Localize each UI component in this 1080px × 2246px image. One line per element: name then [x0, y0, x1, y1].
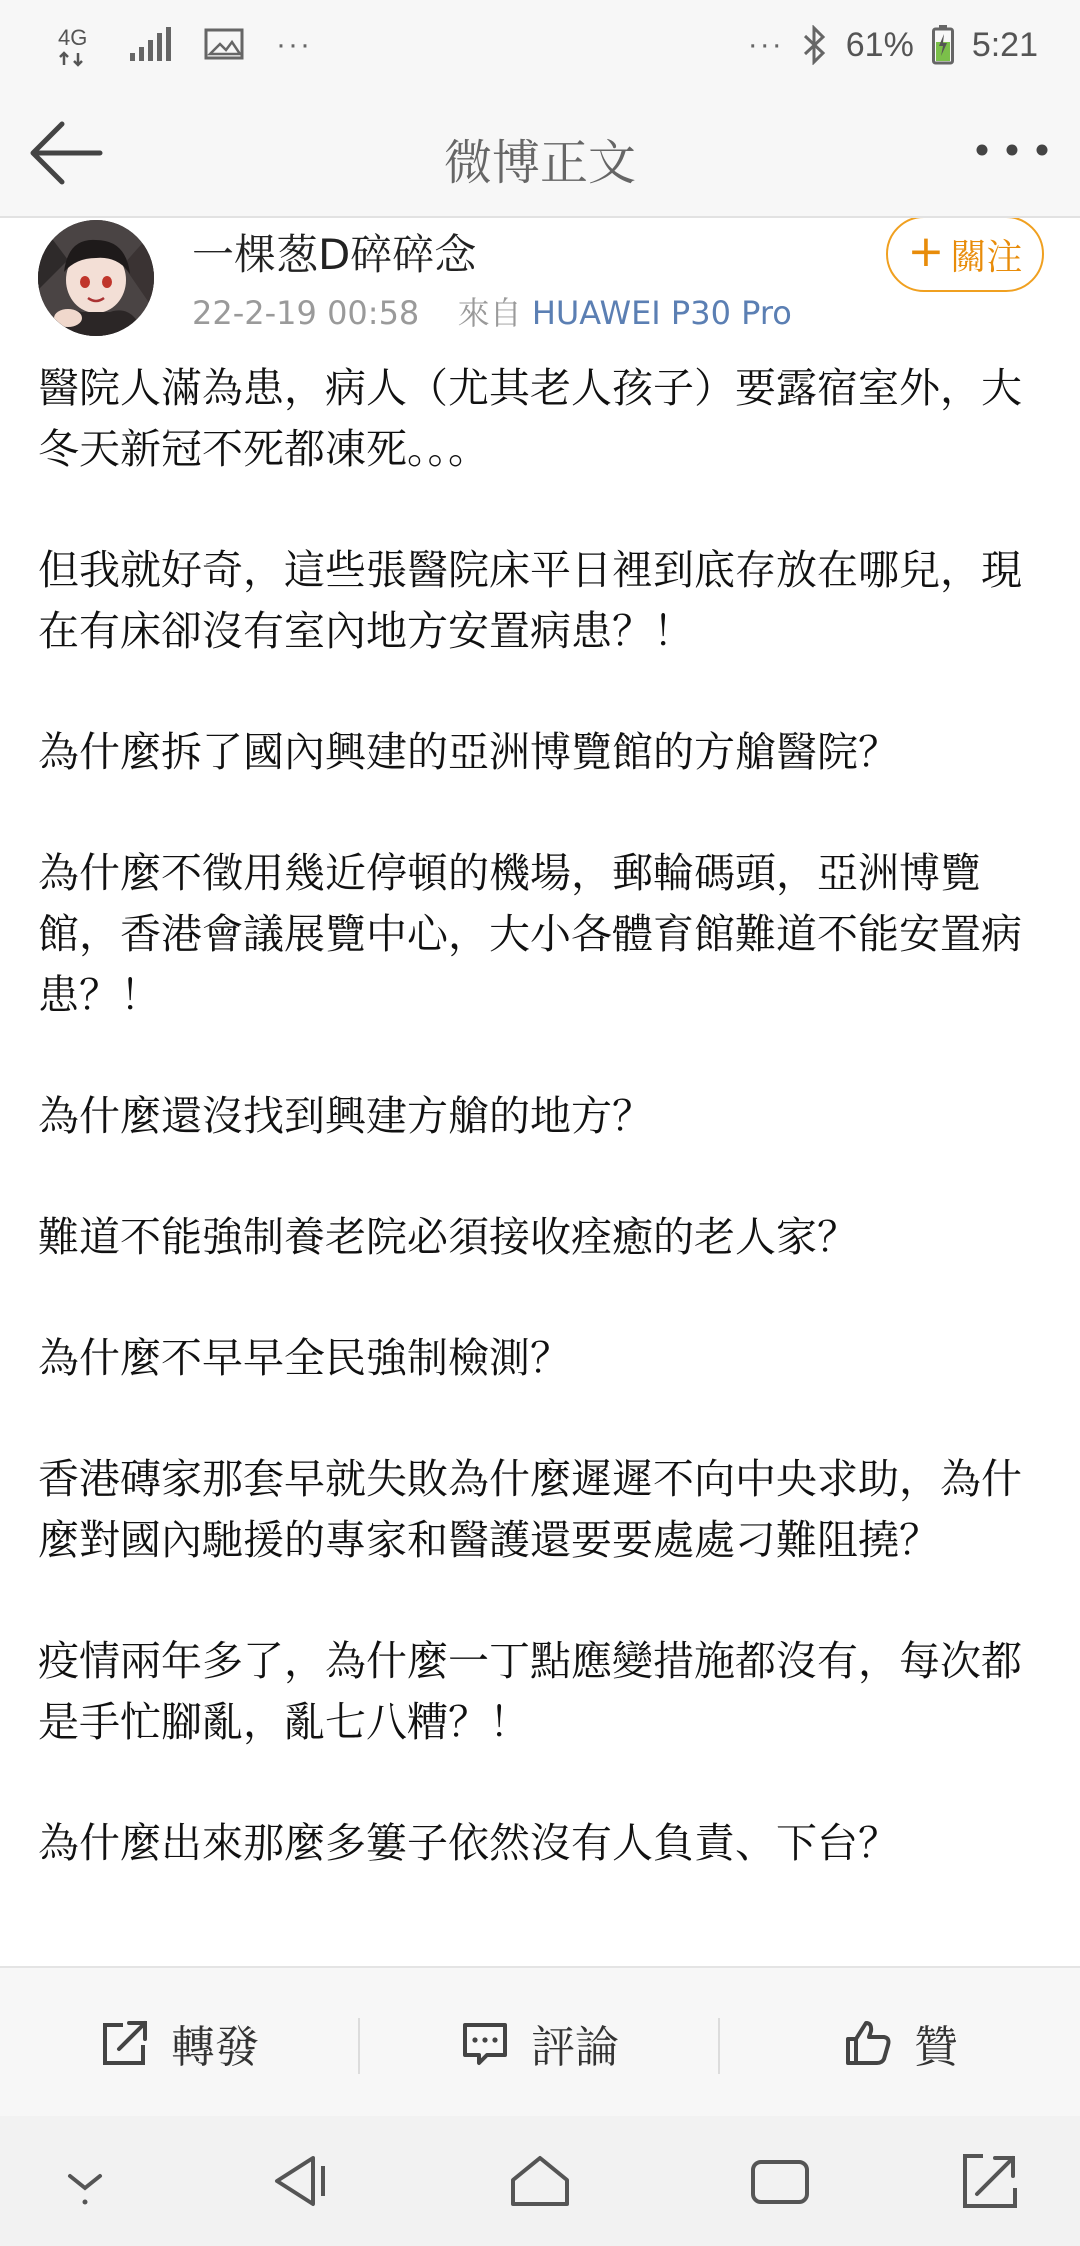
plus-icon: +: [907, 226, 945, 277]
post-paragraph: 但我就好奇，這些張醫院床平日裡到底存放在哪兒，現在有床卻沒有室內地方安置病患？！: [38, 546, 1022, 655]
post-paragraph: 為什麼不徵用幾近停頓的機場，郵輪碼頭，亞洲博覽館，香港會議展覽中心，大小各體育館難道不能安置病患？！: [38, 849, 1022, 1019]
post-paragraph: 為什麼還沒找到興建方艙的地方？: [38, 1092, 653, 1140]
hide-keyboard-chevron-icon[interactable]: [50, 2146, 120, 2216]
image-notification-icon: [204, 28, 244, 62]
repost-button[interactable]: [0, 1968, 358, 2118]
svg-text:4G: 4G: [58, 25, 88, 50]
avatar-illustration-icon: [38, 220, 154, 336]
more-options-icon[interactable]: [974, 130, 1050, 170]
comment-icon: [459, 2017, 511, 2069]
like-button[interactable]: [720, 1968, 1080, 2118]
clock: 5:21: [971, 25, 1038, 64]
battery-charging-icon: [932, 25, 954, 65]
follow-button[interactable]: [886, 218, 1044, 292]
post-action-bar: [0, 1966, 1080, 2116]
post-paragraph: 香港磚家那套早就失敗為什麼遲遲不向中央求助，為什麼對國內馳援的專家和醫護還要要處處刁難阻撓？: [38, 1455, 1022, 1564]
avatar[interactable]: [38, 220, 154, 336]
post-date: 22-2-19 00:58: [192, 294, 420, 332]
page-title: 微博正文: [443, 135, 636, 191]
status-bar: [0, 0, 1080, 88]
signal-icon: [128, 27, 172, 63]
status-right-dots: ···: [747, 28, 784, 61]
post-paragraph: 為什麼出來那麼多簍子依然沒有人負責、下台？: [38, 1819, 899, 1867]
repost-label: 轉發: [171, 2022, 259, 2073]
post-paragraph: 為什麼不早早全民強制檢測？: [38, 1334, 571, 1382]
nav-expand-icon[interactable]: [955, 2146, 1025, 2216]
like-label: 贊: [914, 2022, 958, 2073]
comment-button[interactable]: [360, 1968, 718, 2118]
system-nav-bar: [0, 2116, 1080, 2246]
post-paragraph: 疫情兩年多了，為什麼一丁點應變措施都沒有，每次都是手忙腳亂，亂七八糟？！: [38, 1637, 1022, 1746]
status-left: [56, 20, 312, 70]
post-paragraph: 難道不能強制養老院必須接收痊癒的老人家？: [38, 1213, 858, 1261]
post-paragraph: 醫院人滿為患，病人（尤其老人孩子）要露宿室外，大冬天新冠不死都凍死。。。: [38, 364, 1022, 473]
post-content: [0, 218, 1080, 1966]
comment-label: 評論: [531, 2022, 619, 2073]
post-paragraph: 為什麼拆了國內興建的亞洲博覽館的方艙醫院？: [38, 728, 899, 776]
share-icon: [99, 2017, 151, 2069]
network-4g-icon: [56, 23, 96, 67]
status-more-dots: ···: [276, 28, 312, 61]
bluetooth-icon: [802, 25, 828, 65]
nav-home-icon[interactable]: [505, 2146, 575, 2216]
author-name[interactable]: 一棵葱D碎碎念: [192, 230, 477, 279]
post-device: HUAWEI P30 Pro: [531, 294, 792, 332]
follow-label: 關注: [950, 236, 1023, 278]
nav-bar: [0, 88, 1080, 218]
post-body: [38, 358, 1048, 1934]
thumbs-up-icon: [842, 2017, 894, 2069]
post-meta: [192, 288, 792, 334]
nav-recents-icon[interactable]: [745, 2146, 815, 2216]
post-source-prefix: 來自: [457, 294, 522, 332]
nav-back-icon[interactable]: [265, 2146, 335, 2216]
status-right: [748, 20, 1038, 70]
battery-percent: 61%: [845, 25, 914, 64]
